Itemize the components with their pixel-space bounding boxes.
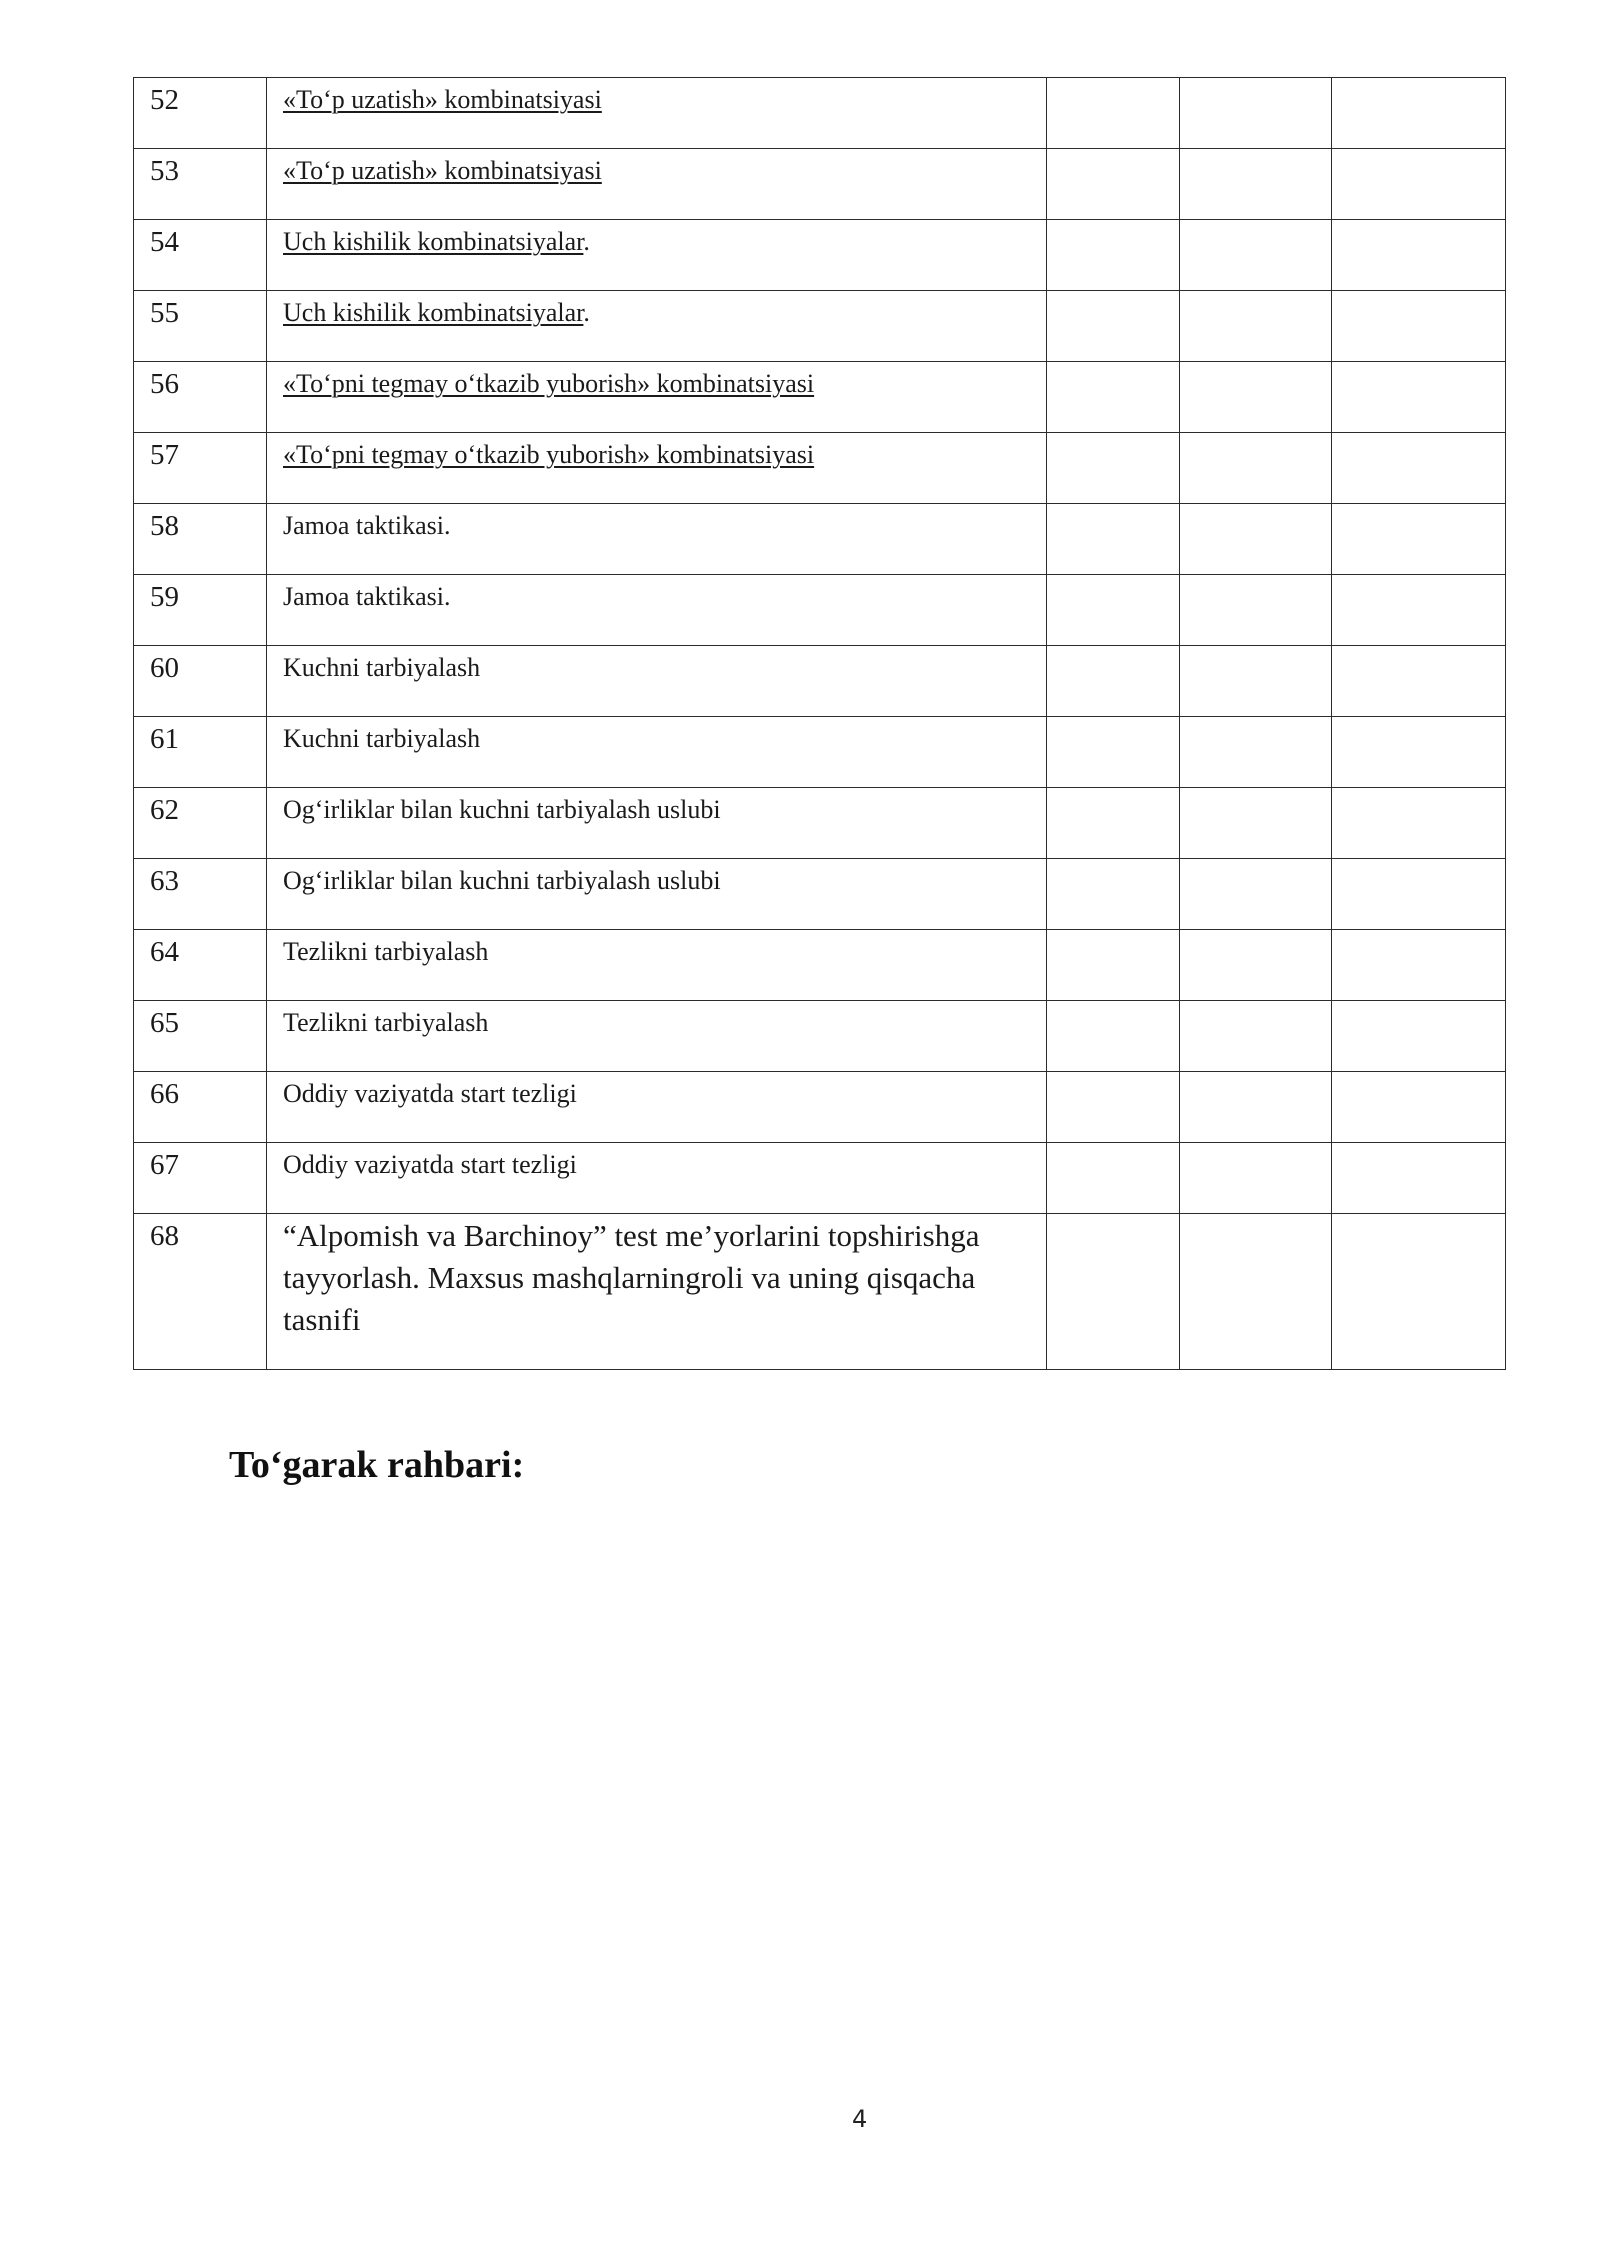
table-row [134,78,1506,149]
topic-cell [267,149,1047,220]
empty-cell [1047,1001,1180,1072]
empty-cell [1180,717,1332,788]
row-number-cell [134,859,267,930]
empty-cell [1047,859,1180,930]
topic-cell [267,1143,1047,1214]
empty-cell [1047,1143,1180,1214]
row-number: 57 [150,439,179,471]
empty-cell [1180,504,1332,575]
topic-cell [267,930,1047,1001]
row-number-cell [134,788,267,859]
topic-text: Oddiy vaziyatda start tezligi [283,1079,577,1108]
table-row [134,149,1506,220]
row-number-cell [134,362,267,433]
empty-cell [1180,930,1332,1001]
row-number: 52 [150,84,179,116]
empty-cell [1047,362,1180,433]
row-number: 53 [150,155,179,187]
row-number: 62 [150,794,179,826]
empty-cell [1332,149,1506,220]
row-number-cell [134,291,267,362]
topic-text: . [583,298,590,327]
empty-cell [1332,1214,1506,1370]
row-number: 63 [150,865,179,897]
table-row [134,220,1506,291]
topic-underlined-text: «To‘p uzatish» kombinatsiyasi [283,85,602,114]
empty-cell [1180,1001,1332,1072]
lesson-plan-table [133,77,1506,1370]
table-row [134,859,1506,930]
empty-cell [1180,859,1332,930]
empty-cell [1180,646,1332,717]
table-body [134,78,1506,1370]
empty-cell [1332,646,1506,717]
empty-cell [1332,788,1506,859]
topic-cell [267,717,1047,788]
empty-cell [1047,78,1180,149]
topic-cell [267,646,1047,717]
empty-cell [1332,78,1506,149]
topic-cell [267,575,1047,646]
table-row [134,788,1506,859]
empty-cell [1047,220,1180,291]
topic-cell [267,1001,1047,1072]
empty-cell [1180,788,1332,859]
empty-cell [1047,1214,1180,1370]
empty-cell [1332,220,1506,291]
row-number: 55 [150,297,179,329]
row-number: 54 [150,226,179,258]
table-row [134,433,1506,504]
table-row [134,291,1506,362]
topic-cell [267,859,1047,930]
table-row [134,1143,1506,1214]
topic-text: Tezlikni tarbiyalash [283,1008,489,1037]
empty-cell [1047,291,1180,362]
empty-cell [1180,1072,1332,1143]
row-number-cell [134,220,267,291]
row-number-cell [134,575,267,646]
topic-underlined-text: «To‘p uzatish» kombinatsiyasi [283,156,602,185]
empty-cell [1332,291,1506,362]
row-number: 64 [150,936,179,968]
topic-cell [267,291,1047,362]
topic-cell [267,220,1047,291]
topic-text: Jamoa taktikasi. [283,582,451,611]
topic-text: Og‘irliklar bilan kuchni tarbiyalash uslubi [283,866,721,895]
row-number-cell [134,1214,267,1370]
empty-cell [1332,859,1506,930]
row-number-cell [134,930,267,1001]
topic-underlined-text: Uch kishilik kombinatsiyalar [283,298,584,327]
topic-underlined-text: Uch kishilik kombinatsiyalar [283,227,584,256]
empty-cell [1047,788,1180,859]
empty-cell [1180,433,1332,504]
row-number-cell [134,717,267,788]
empty-cell [1047,575,1180,646]
row-number: 56 [150,368,179,400]
empty-cell [1047,504,1180,575]
table-row [134,504,1506,575]
table-row [134,575,1506,646]
empty-cell [1180,1214,1332,1370]
empty-cell [1047,646,1180,717]
topic-text: Tezlikni tarbiyalash [283,937,489,966]
topic-text: Jamoa taktikasi. [283,511,451,540]
empty-cell [1047,1072,1180,1143]
empty-cell [1047,149,1180,220]
topic-text: . [583,227,590,256]
empty-cell [1180,220,1332,291]
empty-cell [1332,362,1506,433]
row-number-cell [134,433,267,504]
empty-cell [1332,575,1506,646]
table-row [134,1072,1506,1143]
row-number: 66 [150,1078,179,1110]
empty-cell [1047,930,1180,1001]
topic-cell [267,362,1047,433]
row-number-cell [134,1072,267,1143]
topic-underlined-text: «To‘pni tegmay o‘tkazib yuborish» kombinatsiyasi [283,440,815,469]
table-row [134,717,1506,788]
topic-cell [267,504,1047,575]
empty-cell [1180,575,1332,646]
row-number: 68 [150,1220,179,1252]
topic-text: Kuchni tarbiyalash [283,724,481,753]
row-number-cell [134,1143,267,1214]
topic-cell [267,1214,1047,1370]
empty-cell [1047,433,1180,504]
topic-text: Kuchni tarbiyalash [283,653,481,682]
row-number: 59 [150,581,179,613]
empty-cell [1332,1072,1506,1143]
row-number-cell [134,78,267,149]
topic-cell [267,78,1047,149]
table-row [134,930,1506,1001]
topic-text: “Alpomish va Barchinoy” test me’yorlarini topshirishga tayyorlash. Maxsus mashqlarningroli va uning qisqacha tasnifi [283,1218,980,1337]
empty-cell [1180,78,1332,149]
row-number-cell [134,149,267,220]
row-number: 60 [150,652,179,684]
club-leader-label: To‘garak rahbari: [229,1444,525,1486]
empty-cell [1332,1143,1506,1214]
topic-cell [267,1072,1047,1143]
row-number: 61 [150,723,179,755]
row-number: 58 [150,510,179,542]
empty-cell [1332,1001,1506,1072]
empty-cell [1047,717,1180,788]
table-row [134,646,1506,717]
topic-underlined-text: «To‘pni tegmay o‘tkazib yuborish» kombinatsiyasi [283,369,815,398]
topic-text: Og‘irliklar bilan kuchni tarbiyalash uslubi [283,795,721,824]
topic-cell [267,433,1047,504]
empty-cell [1332,930,1506,1001]
row-number: 65 [150,1007,179,1039]
table-row [134,362,1506,433]
row-number-cell [134,646,267,717]
table-row [134,1214,1506,1370]
topic-cell [267,788,1047,859]
page-number: 4 [852,2105,868,2133]
empty-cell [1180,362,1332,433]
empty-cell [1180,1143,1332,1214]
empty-cell [1332,504,1506,575]
table-row [134,1001,1506,1072]
empty-cell [1180,291,1332,362]
row-number-cell [134,504,267,575]
empty-cell [1332,717,1506,788]
topic-text: Oddiy vaziyatda start tezligi [283,1150,577,1179]
empty-cell [1332,433,1506,504]
row-number-cell [134,1001,267,1072]
row-number: 67 [150,1149,179,1181]
empty-cell [1180,149,1332,220]
